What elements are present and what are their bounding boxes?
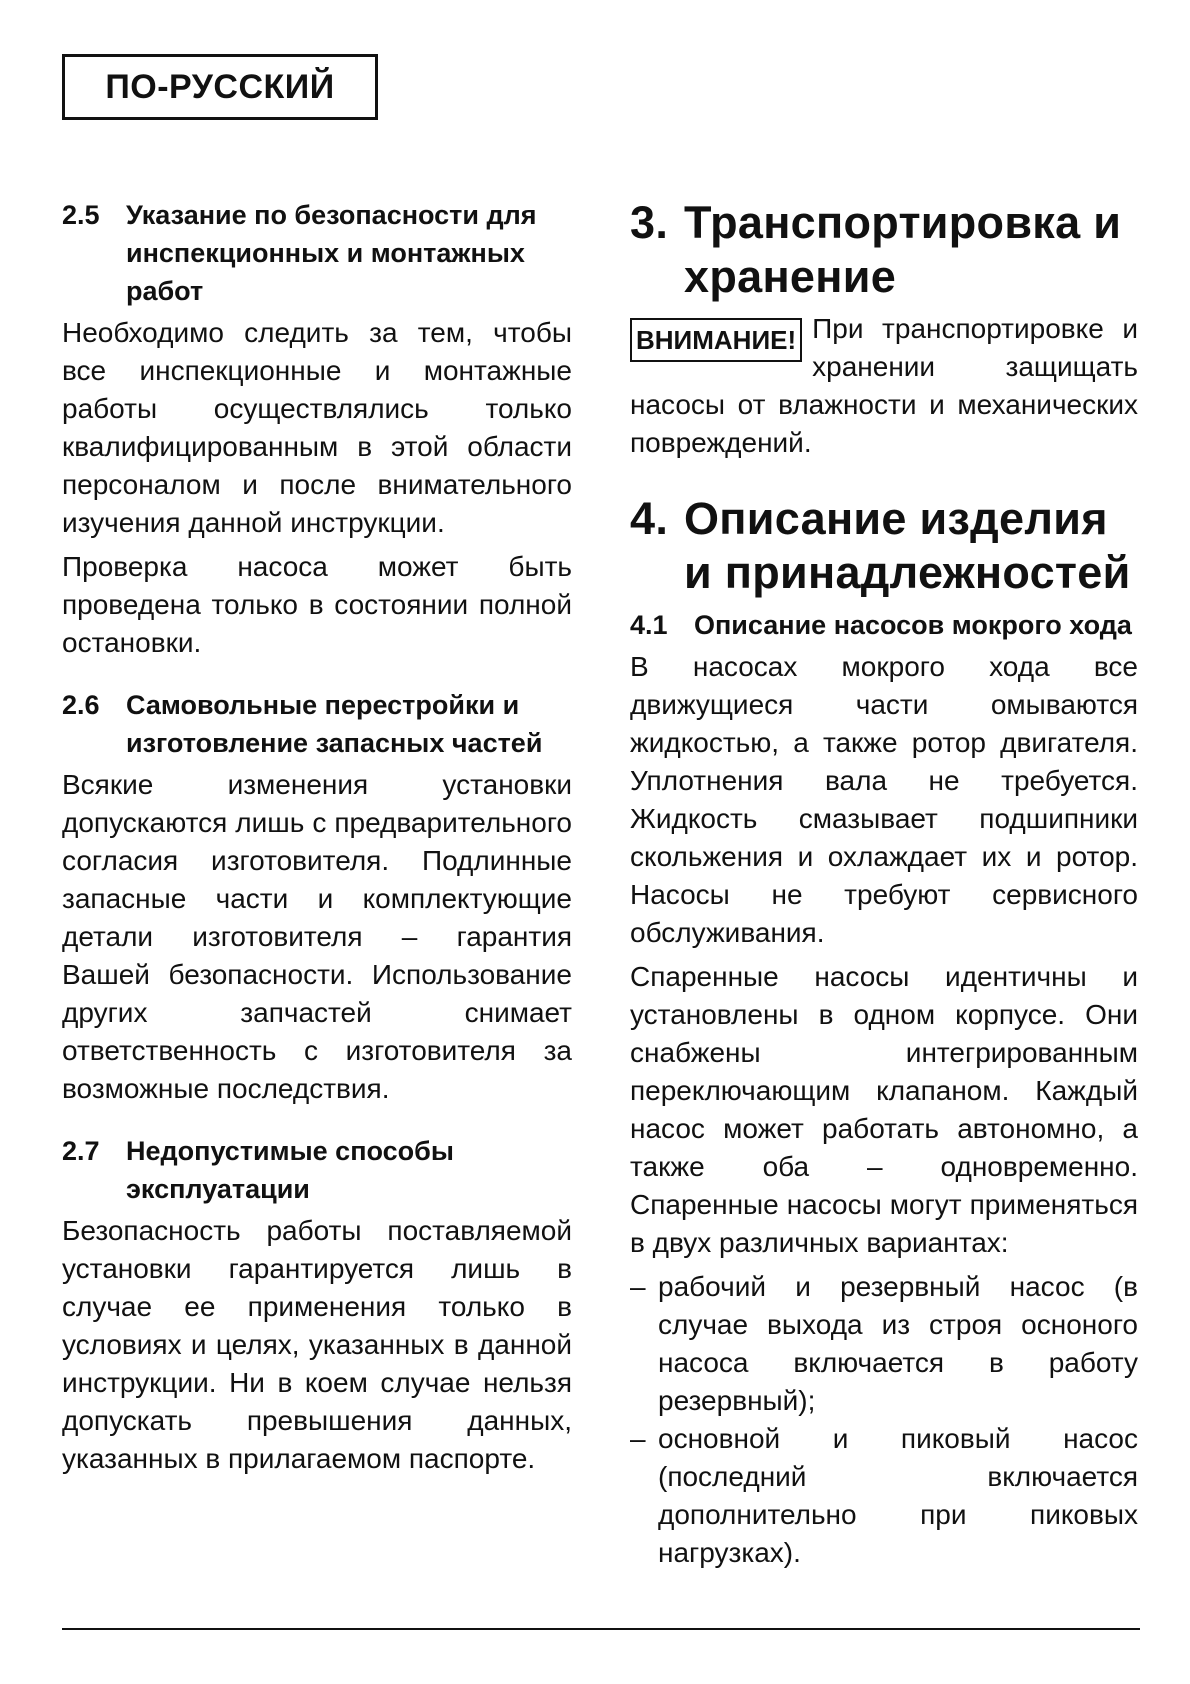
list-item xyxy=(630,1268,1138,1420)
section-2-5-heading xyxy=(62,196,572,310)
paragraph: В насосах мокрого хода все движущиеся части омываются жидкостью, а также ротор двигателя. Уплотнения вала не требуется. Жидкость смазывает подшипники скольжения и охлаждает их и ротор. Насосы не требуют сервисного обслуживания. xyxy=(630,651,1138,948)
bullet-list xyxy=(630,1268,1138,1572)
section-title: Самовольные перестройки и изготовление запасных частей xyxy=(126,690,543,758)
section-title: Описание насосов мокрого хода xyxy=(694,610,1132,640)
list-item xyxy=(630,1420,1138,1572)
section-number: 2.6 xyxy=(62,690,100,720)
section-2-7 xyxy=(62,1132,572,1478)
section-number: 3. xyxy=(630,197,669,248)
section-number: 2.7 xyxy=(62,1136,100,1166)
bullet-marker: – xyxy=(630,1423,646,1454)
section-3 xyxy=(630,196,1138,468)
section-2-7-heading xyxy=(62,1132,572,1208)
section-2-6 xyxy=(62,686,572,1108)
list-item-text: основной и пиковый насос (последний включается дополнительно при пиковых нагрузках). xyxy=(658,1423,1138,1568)
section-4-1 xyxy=(630,606,1138,1572)
language-badge: ПО-РУССКИЙ xyxy=(62,54,378,120)
warning-text: При транспортировке и хранении защищать насосы от влажности и механических повреждений. xyxy=(630,313,1138,458)
bullet-marker: – xyxy=(630,1271,646,1302)
section-number: 2.5 xyxy=(62,200,100,230)
warning-badge: ВНИМАНИЕ! xyxy=(630,318,802,362)
section-2-6-heading xyxy=(62,686,572,762)
section-3-heading xyxy=(630,196,1138,304)
paragraph: Безопасность работы поставляемой установки гарантируется лишь в случае ее применения только в условиях и целях, указанных в данной инструкции. Ни в коем случае нельзя допускать превышения данных, указанных в прилагаемом паспорте. xyxy=(62,1215,572,1474)
section-4 xyxy=(630,492,1138,600)
paragraph: Проверка насоса может быть проведена только в состоянии полной остановки. xyxy=(62,551,572,658)
section-4-1-heading xyxy=(630,606,1138,644)
footer-divider xyxy=(62,1628,1140,1630)
paragraph: Спаренные насосы идентичны и установлены в одном корпусе. Они снабжены интегрированным переключающим клапаном. Каждый насос может работать автономно, а также оба – одновременно. Спаренные насосы могут применяться в двух различных вариантах: xyxy=(630,961,1138,1258)
left-column xyxy=(62,196,572,1502)
section-number: 4. xyxy=(630,493,669,544)
section-2-5 xyxy=(62,196,572,662)
paragraph: Необходимо следить за тем, чтобы все инспекционные и монтажные работы осуществлялись только квалифицированным в этой области персоналом и после внимательного изучения данной инструкции. xyxy=(62,317,572,538)
paragraph: Всякие изменения установки допускаются лишь с предварительного согласия изготовителя. Подлинные запасные части и комплектующие детали изготовителя – гарантия Вашей безопасности. Использование других запчастей снимает ответственность с изготовителя за возможные последствия. xyxy=(62,769,572,1104)
right-column xyxy=(630,196,1138,1596)
section-title: Недопустимые способы эксплуатации xyxy=(126,1136,454,1204)
section-number: 4.1 xyxy=(630,610,668,640)
list-item-text: рабочий и резервный насос (в случае выхода из строя осноного насоса включается в работу резервный); xyxy=(658,1271,1138,1416)
section-title: Описание изделия и принадлежностей xyxy=(684,493,1131,598)
section-title: Указание по безопасности для инспекционных и монтажных работ xyxy=(126,200,537,306)
section-4-heading xyxy=(630,492,1138,600)
section-title: Транспортировка и хранение xyxy=(684,197,1122,302)
warning-block xyxy=(630,310,1138,468)
